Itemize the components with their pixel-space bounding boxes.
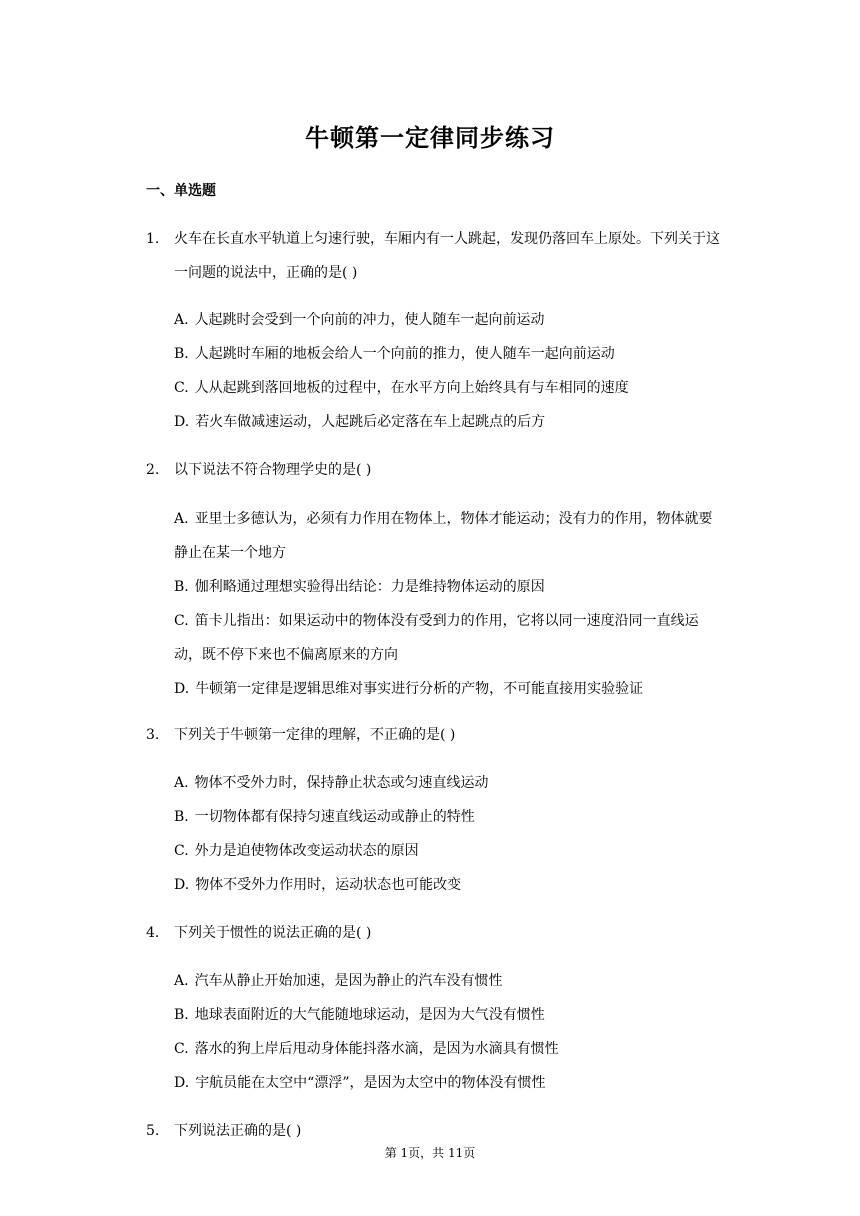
section-heading: 一、单选题 <box>146 183 216 199</box>
question-stem: 以下说法不符合物理学史的是( ) <box>174 462 372 478</box>
option-b: B. 人起跳时车厢的地板会给人一个向前的推力，使人随车一起向前运动 <box>174 346 615 362</box>
question-3 <box>146 718 726 752</box>
question-number: 2. <box>146 462 160 478</box>
option-c: C. 笛卡儿指出：如果运动中的物体没有受到力的作用，它将以同一速度沿同一直线运动，既不停下来也不偏离原来的方向 <box>174 613 699 663</box>
question-3-options <box>174 766 719 902</box>
question-1 <box>146 222 726 290</box>
option-b: B. 伽利略通过理想实验得出结论：力是维持物体运动的原因 <box>174 579 545 595</box>
option-c: C. 落水的狗上岸后甩动身体能抖落水滴，是因为水滴具有惯性 <box>174 1041 559 1057</box>
option-b: B. 地球表面附近的大气能随地球运动，是因为大气没有惯性 <box>174 1007 545 1023</box>
question-number: 1. <box>146 231 160 247</box>
question-number: 4. <box>146 925 160 941</box>
option-b: B. 一切物体都有保持匀速直线运动或静止的特性 <box>174 809 475 825</box>
option-a: A. 汽车从静止开始加速，是因为静止的汽车没有惯性 <box>174 973 503 989</box>
question-2-options <box>174 502 719 706</box>
option-d: D. 物体不受外力作用时，运动状态也可能改变 <box>174 877 462 893</box>
option-d: D. 宇航员能在太空中“漂浮”，是因为太空中的物体没有惯性 <box>174 1075 546 1091</box>
option-a: A. 人起跳时会受到一个向前的冲力，使人随车一起向前运动 <box>174 312 545 328</box>
question-stem: 火车在长直水平轨道上匀速行驶，车厢内有一人跳起，发现仍落回车上原处。下列关于这一问题的说法中，正确的是( ) <box>174 231 720 281</box>
question-4-options <box>174 964 719 1100</box>
question-5 <box>146 1114 726 1148</box>
option-d: D. 若火车做减速运动，人起跳后必定落在车上起跳点的后方 <box>174 414 546 430</box>
question-number: 3. <box>146 727 160 743</box>
option-c: C. 外力是迫使物体改变运动状态的原因 <box>174 843 419 859</box>
page-title: 牛顿第一定律同步练习 <box>305 123 555 152</box>
option-d: D. 牛顿第一定律是逻辑思维对事实进行分析的产物，不可能直接用实验验证 <box>174 681 644 697</box>
option-c: C. 人从起跳到落回地板的过程中，在水平方向上始终具有与车相同的速度 <box>174 380 629 396</box>
page-footer: 第 1页，共 11页 <box>384 1146 476 1160</box>
question-number: 5. <box>146 1123 160 1139</box>
question-4 <box>146 916 726 950</box>
question-stem: 下列说法正确的是( ) <box>174 1123 302 1139</box>
question-1-options <box>174 303 719 439</box>
option-a: A. 物体不受外力时，保持静止状态或匀速直线运动 <box>174 775 489 791</box>
question-stem: 下列关于惯性的说法正确的是( ) <box>174 925 372 941</box>
question-2 <box>146 453 726 487</box>
option-a: A. 亚里士多德认为，必须有力作用在物体上，物体才能运动；没有力的作用，物体就要静止在某一个地方 <box>174 511 713 561</box>
question-stem: 下列关于牛顿第一定律的理解，不正确的是( ) <box>174 727 456 743</box>
